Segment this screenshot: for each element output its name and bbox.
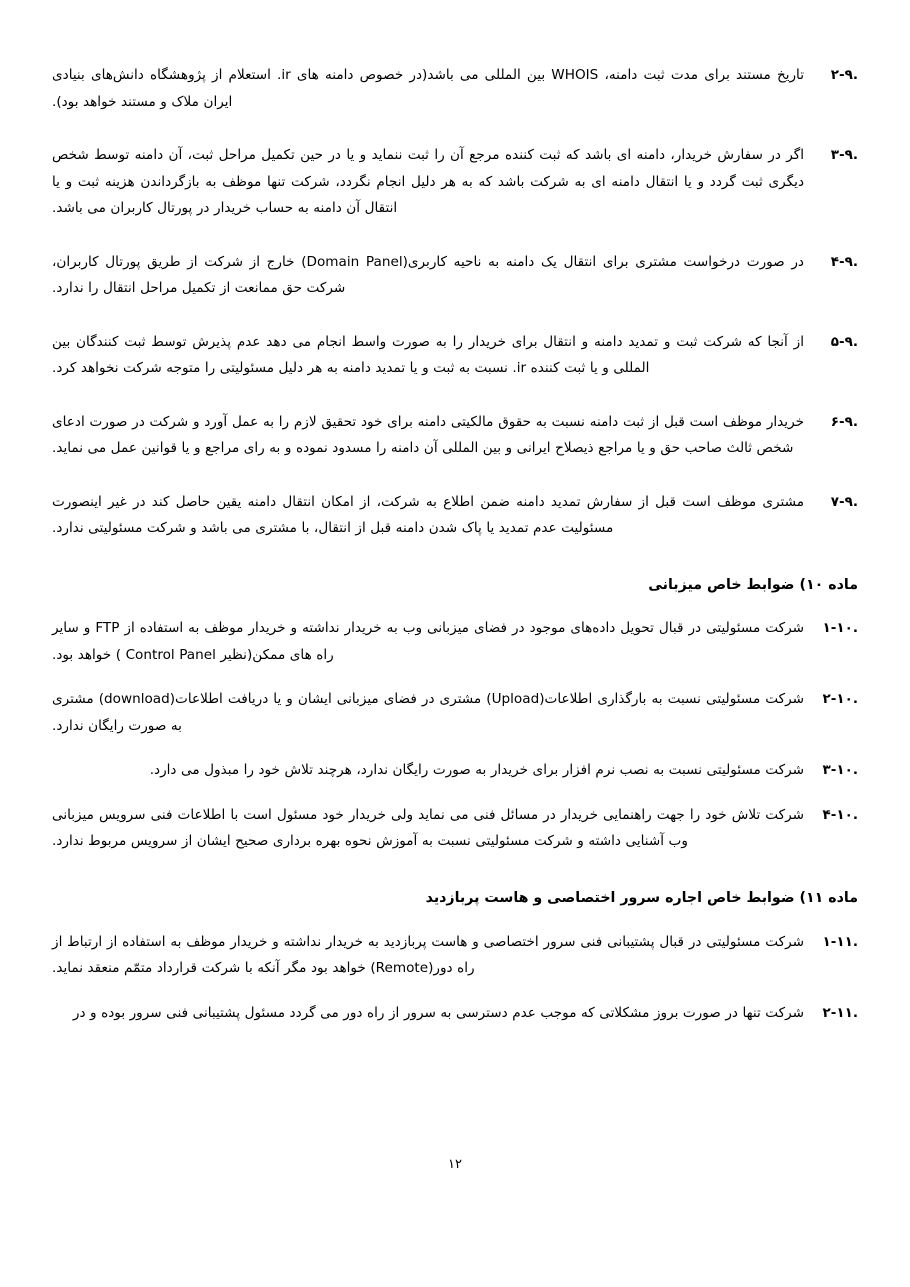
clause-text: تاریخ مستند برای مدت ثبت دامنه، WHOIS بین المللی می باشد(در خصوص دامنه های ir. استعلام از پژوهشگاه دانش‌های بنیادی ایران ملاک و مستند خواهد بود). — [52, 67, 804, 110]
clause-number: ۳-۹. — [830, 147, 858, 163]
clause-9-5 — [52, 329, 858, 382]
clause-text: مشتری موظف است قبل از سفارش تمدید دامنه ضمن اطلاع به شرکت، از امکان انتقال دامنه یقین حاصل کند در غیر اینصورت مسئولیت عدم تمدید یا پاک شدن دامنه قبل از انتقال، با مشتری می باشد و شرکت مسئولیتی ندارد. — [52, 493, 804, 536]
clause-number: ۱-۱۰. — [822, 620, 858, 637]
clause-number: ۵-۹. — [830, 333, 858, 350]
clause-number: ۴-۹. — [830, 253, 858, 270]
clause-number: ۳-۱۰. — [822, 762, 858, 779]
clause-10-2 — [52, 686, 858, 739]
clause-text: در صورت درخواست مشتری برای انتقال یک دامنه به ناحیه کاربری(Domain Panel) خارج از شرکت از طریق پورتال کاربران، شرکت حق ممانعت از تکمیل مراحل انتقال را ندارد. — [52, 253, 804, 296]
clause-text: شرکت مسئولیتی در قبال پشتیبانی فنی سرور اختصاصی و هاست پربازدید به خریدار نداشته و خریدار موظف به استفاده از ارتباط از راه دور(Remote) خواهد بود مگر آنکه با شرکت قرارداد متمّم منعقد نماید. — [52, 933, 804, 977]
clause-number: ۲-۱۰. — [822, 691, 858, 708]
clause-text: شرکت مسئولیتی نسبت به بارگذاری اطلاعات(Upload) مشتری در فضای میزبانی ایشان و یا دریافت اطلاعات(download) مشتری به صورت رایگان ندارد. — [52, 691, 804, 734]
clause-number: ۷-۹. — [830, 493, 858, 510]
clause-text: خریدار موظف است قبل از ثبت دامنه نسبت به حقوق مالکیتی دامنه برای خود تحقیق لازم را به عمل آورد و شرکت در صورت ادعای شخص ثالث صاحب حق و یا مراجع ذیصلاح ایرانی و بین المللی آن دامنه را مسدود نموده و به رای مراجع و یا قوانین عمل می نماید. — [52, 413, 804, 456]
clause-number: ۴-۱۰. — [822, 806, 858, 823]
clause-9-6 — [52, 409, 858, 462]
clause-10-4 — [52, 802, 858, 855]
clause-text: از آنجا که شرکت ثبت و تمدید دامنه و انتقال برای خریدار را به صورت واسط انجام می دهد عدم پذیرش توسط ثبت کنندگان بین المللی و یا ثبت کننده ir. نسبت به ثبت و یا تمدید دامنه به هر دلیل مسئولیتی را متوجه شرکت نخواهد کرد. — [52, 333, 804, 376]
clause-10-3 — [52, 757, 858, 784]
clause-10-1 — [52, 615, 858, 668]
clause-number: ۲-۹. — [830, 67, 858, 83]
page-number: ۱۲ — [448, 1157, 462, 1172]
clause-text: اگر در سفارش خریدار، دامنه ای باشد که ثبت کننده مرجع آن را ثبت ننماید و یا در حین تکمیل مراحل ثبت، آن دامنه توسط شخص دیگری ثبت گردد و یا انتقال دامنه ای به شرکت باشد که به هر دلیل انجام نگردد، شرکت تنها موظف به بازگرداندن هزینه ثبت و یا انتقال آن دامنه به حساب خریدار در پورتال کاربران می باشد. — [52, 147, 804, 216]
clause-11-2 — [52, 1000, 858, 1027]
clause-text: شرکت مسئولیتی در قبال تحویل داده‌های موجود در فضای میزبانی وب به خریدار نداشته و خریدار موظف به استفاده از FTP و سایر راه های ممکن(نظیر Control Panel ) خواهد بود. — [52, 620, 804, 663]
clause-number: ۲-۱۱. — [822, 1004, 858, 1021]
clause-text: شرکت مسئولیتی نسبت به نصب نرم افزار برای خریدار به صورت رایگان ندارد، هرچند تلاش خود را مبذول می دارد. — [149, 762, 804, 779]
section-heading-article-10: ماده ۱۰) ضوابط خاص میزبانی — [648, 576, 858, 593]
page-content — [52, 62, 858, 1044]
clause-text: شرکت تلاش خود را جهت راهنمایی خریدار در مسائل فنی می نماید ولی خریدار خود مسئول است با اطلاعات فنی سرویس میزبانی وب آشنایی داشته و شرکت مسئولیتی نسبت به آموزش نحوه بهره برداری صحیح ایشان از سرویس مربوط ندارد. — [52, 806, 804, 850]
clause-text: شرکت تنها در صورت بروز مشکلاتی که موجب عدم دسترسی به سرور از راه دور می گردد مسئول پشتیبانی فنی سرور بوده و در — [72, 1004, 804, 1021]
clause-9-7 — [52, 489, 858, 542]
clause-9-3 — [52, 142, 858, 222]
section-heading-article-11: ماده ۱۱) ضوابط خاص اجاره سرور اختصاصی و هاست پربازدید — [425, 889, 858, 906]
clause-9-2 — [52, 62, 858, 115]
clause-11-1 — [52, 929, 858, 982]
clause-number: ۶-۹. — [830, 413, 858, 430]
clause-number: ۱-۱۱. — [822, 933, 858, 950]
clause-9-4 — [52, 249, 858, 302]
